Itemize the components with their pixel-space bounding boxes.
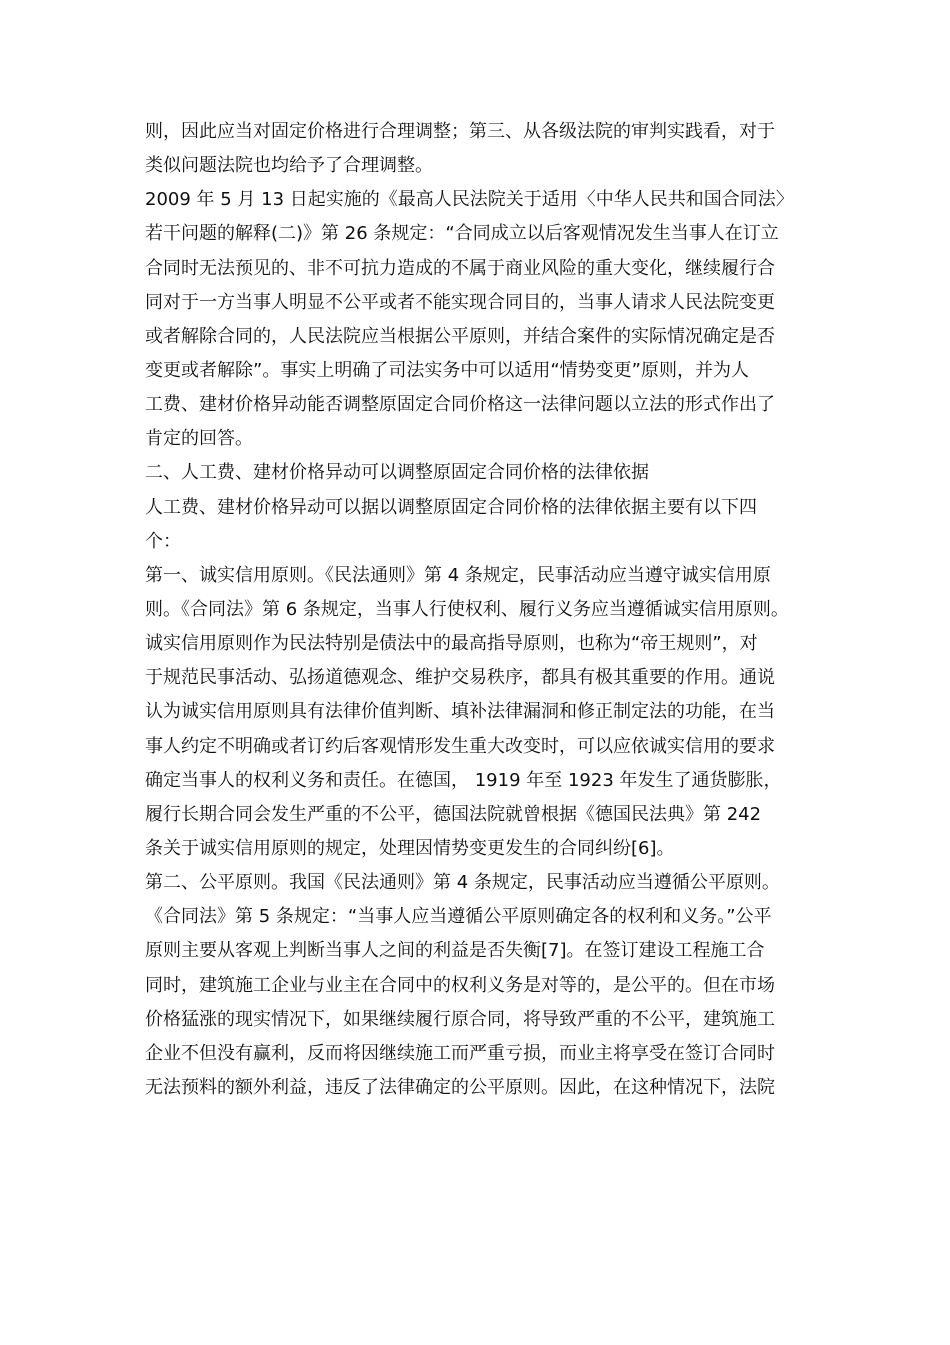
text-line: 同时，建筑施工企业与业主在合同中的权利义务是对等的，是公平的。但在市场 (145, 974, 775, 996)
text-line: 认为诚实信用原则具有法律价值判断、填补法律漏洞和修正制定法的功能，在当 (145, 701, 775, 723)
text-line: 无法预料的额外利益，违反了法律确定的公平原则。因此，在这种情况下，法院 (145, 1076, 775, 1098)
text-line: 原则主要从客观上判断当事人之间的利益是否失衡[7]。在签订建设工程施工合 (145, 940, 765, 962)
text-line: 同对于一方当事人明显不公平或者不能实现合同目的，当事人请求人民法院变更 (145, 291, 775, 313)
section-heading: 二、人工费、建材价格异动可以调整原固定合同价格的法律依据 (145, 462, 649, 484)
text-line: 履行长期合同会发生严重的不公平，德国法院就曾根据《德国民法典》第 242 (145, 803, 762, 825)
text-line: 则。《合同法》第 6 条规定，当事人行使权利、履行义务应当遵循诚实信用原则。 (145, 598, 789, 620)
text-line: 《合同法》第 5 条规定：“当事人应当遵循公平原则确定各的权利和义务。”公平 (145, 906, 772, 928)
text-line: 第一、诚实信用原则。《民法通则》第 4 条规定，民事活动应当遵守诚实信用原 (145, 564, 771, 586)
text-line: 个： (145, 530, 181, 552)
text-line: 变更或者解除”。事实上明确了司法实务中可以适用“情势变更”原则，并为人 (145, 359, 749, 381)
text-line: 若干问题的解释(二)》第 26 条规定：“合同成立以后客观情况发生当事人在订立 (145, 223, 779, 245)
text-line: 企业不但没有赢利，反而将因继续施工而严重亏损，而业主将享受在签订合同时 (145, 1042, 775, 1064)
text-line: 诚实信用原则作为民法特别是债法中的最高指导原则，也称为“帝王规则”，对 (145, 633, 758, 655)
text-line: 工费、建材价格异动能否调整原固定合同价格这一法律问题以立法的形式作出了 (145, 394, 775, 416)
text-line: 2009 年 5 月 13 日起实施的《最高人民法院关于适用〈中华人民共和国合同法〉 (145, 189, 794, 211)
text-line: 合同时无法预见的、非不可抗力造成的不属于商业风险的重大变化，继续履行合 (145, 257, 775, 279)
text-line: 于规范民事活动、弘扬道德观念、维护交易秩序，都具有极其重要的作用。通说 (145, 667, 775, 689)
text-line: 价格猛涨的现实情况下，如果继续履行原合同，将导致严重的不公平，建筑施工 (145, 1008, 775, 1030)
text-line: 类似问题法院也均给予了合理调整。 (145, 155, 433, 177)
text-line: 则，因此应当对固定价格进行合理调整；第三、从各级法院的审判实践看，对于 (145, 121, 775, 142)
text-line: 或者解除合同的，人民法院应当根据公平原则，并结合案件的实际情况确定是否 (145, 325, 775, 347)
text-line: 人工费、建材价格异动可以据以调整原固定合同价格的法律依据主要有以下四 (145, 496, 757, 518)
text-line: 确定当事人的权利义务和责任。在德国， 1919 年至 1923 年发生了通货膨胀， (145, 769, 782, 791)
text-line: 条关于诚实信用原则的规定，处理因情势变更发生的合同纠纷[6]。 (145, 837, 675, 859)
text-line: 第二、公平原则。我国《民法通则》第 4 条规定，民事活动应当遵循公平原则。 (145, 872, 780, 894)
text-line: 事人约定不明确或者订约后客观情形发生重大改变时，可以应依诚实信用的要求 (145, 735, 775, 757)
document-body (145, 115, 813, 1105)
text-line: 肯定的回答。 (145, 428, 253, 450)
